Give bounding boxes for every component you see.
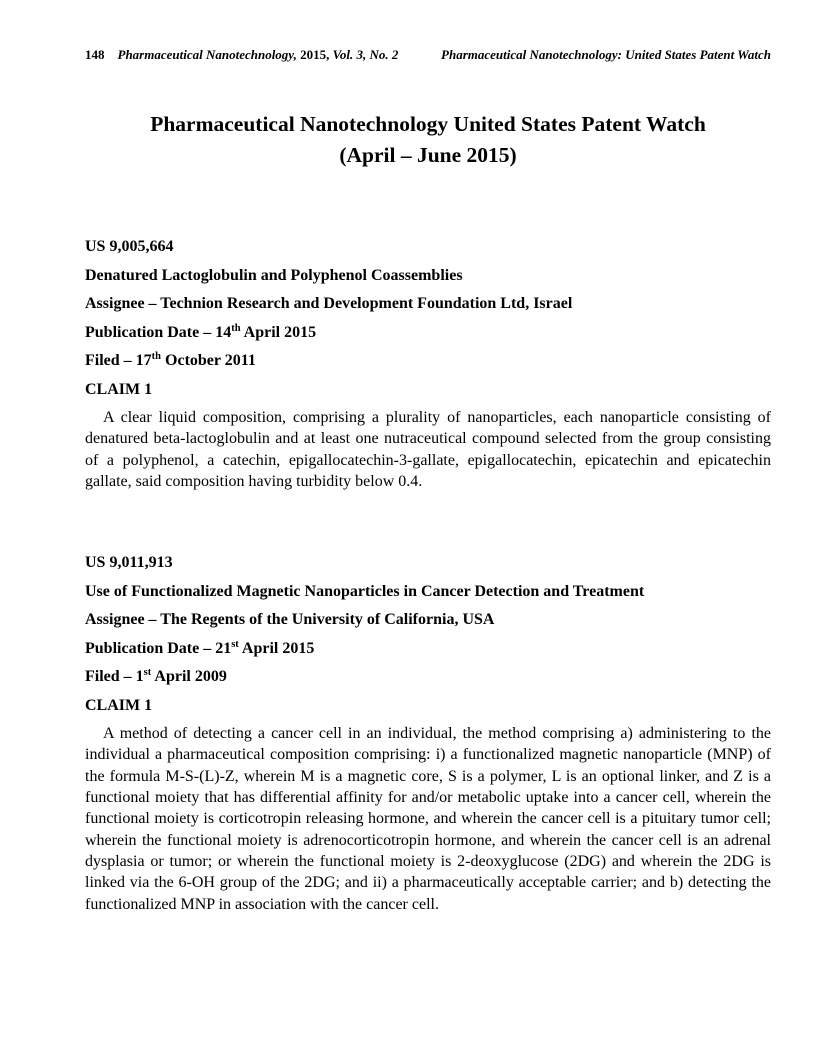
ordinal-superscript: st <box>231 638 239 650</box>
running-header <box>85 46 771 63</box>
claim-text: A method of detecting a cancer cell in an individual, the method comprising a) administering to the individual a pharmaceutical composition comprising: i) a functionalized magnetic nanoparticle (MNP) of the formula M-S-(L)-Z, wherein M is a magnetic core, S is a polymer, L is an optional linker, and Z is a functional moiety that has differential affinity for and/or metabolic uptake into a cancer cell, wherein the functional moiety is corticotropin releasing hormone, and wherein the cancer cell is a pituitary tumor cell; wherein the functional moiety is adrenocorticotropin hormone, and wherein the cancer cell is an adrenal dysplasia or tumor; or wherein the functional moiety is 2-deoxyglucose (2DG) and wherein the 2DG is linked via the 6-OH group of the 2DG; and ii) a pharmaceutically acceptable carrier; and b) detecting the functionalized MNP in association with the cancer cell. <box>85 725 771 913</box>
document-title <box>85 109 771 171</box>
journal-issue: Vol. 3, No. 2 <box>332 47 399 62</box>
patent-filed-date: Filed – 1st April 2009 <box>85 667 227 686</box>
journal-citation <box>85 46 398 63</box>
patent-publication-date: Publication Date – 14th April 2015 <box>85 322 317 341</box>
patent-title: Denatured Lactoglobulin and Polyphenol Coassemblies <box>85 266 463 284</box>
patent-title: Use of Functionalized Magnetic Nanoparticles in Cancer Detection and Treatment <box>85 582 645 600</box>
patent-publication-date: Publication Date – 21st April 2015 <box>85 638 315 657</box>
ordinal-superscript: th <box>151 351 162 362</box>
page-number: 148 <box>85 47 105 62</box>
patent-entry-2 <box>85 552 771 915</box>
patent-number: US 9,011,913 <box>85 554 173 572</box>
claim-heading: CLAIM 1 <box>85 696 153 714</box>
patent-number: US 9,005,664 <box>85 238 174 255</box>
journal-name: Pharmaceutical Nanotechnology, <box>117 47 297 62</box>
patent-entry-1 <box>85 236 771 492</box>
claim-heading: CLAIM 1 <box>85 380 153 398</box>
patent-assignee: Assignee – Technion Research and Development Foundation Ltd, Israel <box>85 295 573 312</box>
journal-year: 2015, <box>300 47 330 62</box>
ordinal-superscript: th <box>231 322 241 334</box>
running-title: Pharmaceutical Nanotechnology: United States Patent Watch <box>441 47 771 62</box>
patent-assignee: Assignee – The Regents of the University of California, USA <box>85 611 495 629</box>
claim-text: A clear liquid composition, comprising a plurality of nanoparticles, each nanoparticle consisting of denatured beta-lactoglobulin and at least one nutraceutical compound selected from the group consisting of a polyphenol, a catechin, epigallocatechin-3-gallate, epigallocatechin, epicatechin and epicatechin gallate, said composition having turbidity below 0.4. <box>85 409 771 490</box>
page-content <box>85 46 771 915</box>
document-title-line1: Pharmaceutical Nanotechnology United States Patent Watch <box>150 112 706 136</box>
document-title-line2: (April – June 2015) <box>339 143 517 167</box>
ordinal-superscript: st <box>143 667 152 679</box>
patent-filed-date: Filed – 17th October 2011 <box>85 351 256 369</box>
